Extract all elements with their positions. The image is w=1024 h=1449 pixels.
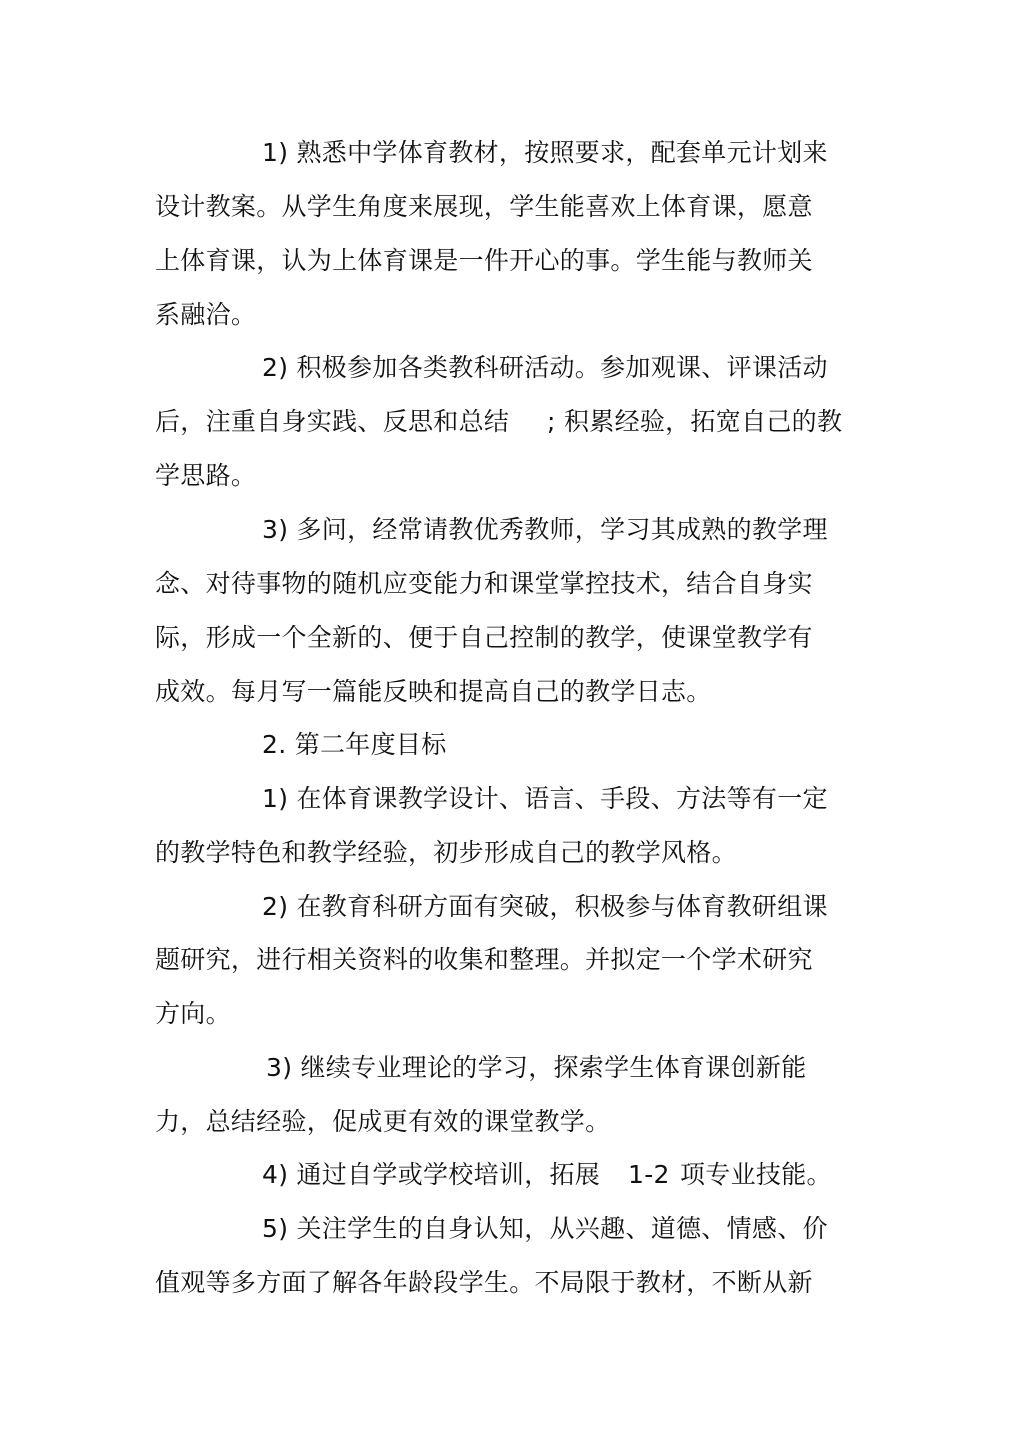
paragraph-line: 2) 在教育科研方面有突破，积极参与体育教研组课 [262, 892, 828, 921]
section-heading: 2. 第二年度目标 [262, 730, 447, 759]
paragraph-line: 2) 积极参加各类教科研活动。参加观课、评课活动 [262, 353, 828, 382]
paragraph-line: 的教学特色和教学经验，初步形成自己的教学风格。 [155, 838, 737, 867]
paragraph-line: 项专业技能。 [680, 1160, 832, 1189]
paragraph-line: 方向。 [155, 999, 231, 1028]
paragraph-line: 力，总结经验，促成更有效的课堂教学。 [155, 1107, 611, 1136]
paragraph-line: 念、对待事物的随机应变能力和课堂掌控技术，结合自身实 [155, 569, 813, 598]
paragraph-line: 题研究，进行相关资料的收集和整理。并拟定一个学术研究 [155, 945, 813, 974]
paragraph-line: 后，注重自身实践、反思和总结 [155, 407, 510, 436]
paragraph-line: 学思路。 [155, 461, 257, 490]
paragraph-line: 1-2 [628, 1160, 670, 1189]
paragraph-line: 1) 在体育课教学设计、语言、手段、方法等有一定 [262, 784, 828, 813]
paragraph-line: ; 积累经验，拓宽自己的教 [547, 407, 843, 436]
paragraph-line: 上体育课，认为上体育课是一件开心的事。学生能与教师关 [155, 246, 813, 275]
paragraph-line: 4) 通过自学或学校培训，拓展 [262, 1160, 601, 1189]
paragraph-line: 5) 关注学生的自身认知，从兴趣、道德、情感、价 [262, 1214, 828, 1243]
paragraph-line: 值观等多方面了解各年龄段学生。不局限于教材，不断从新 [155, 1268, 813, 1297]
paragraph-line: 成效。每月写一篇能反映和提高自己的教学日志。 [155, 677, 712, 706]
paragraph-line: 际，形成一个全新的、便于自己控制的教学，使课堂教学有 [155, 623, 813, 652]
paragraph-line: 3) 多问，经常请教优秀教师，学习其成熟的教学理 [262, 515, 828, 544]
paragraph-line: 系融洽。 [155, 300, 257, 329]
paragraph-line: 设计教案。从学生角度来展现，学生能喜欢上体育课，愿意 [155, 192, 813, 221]
paragraph-line: 1) 熟悉中学体育教材，按照要求，配套单元计划来 [262, 138, 828, 167]
paragraph-line: 3) 继续专业理论的学习，探索学生体育课创新能 [266, 1053, 807, 1082]
